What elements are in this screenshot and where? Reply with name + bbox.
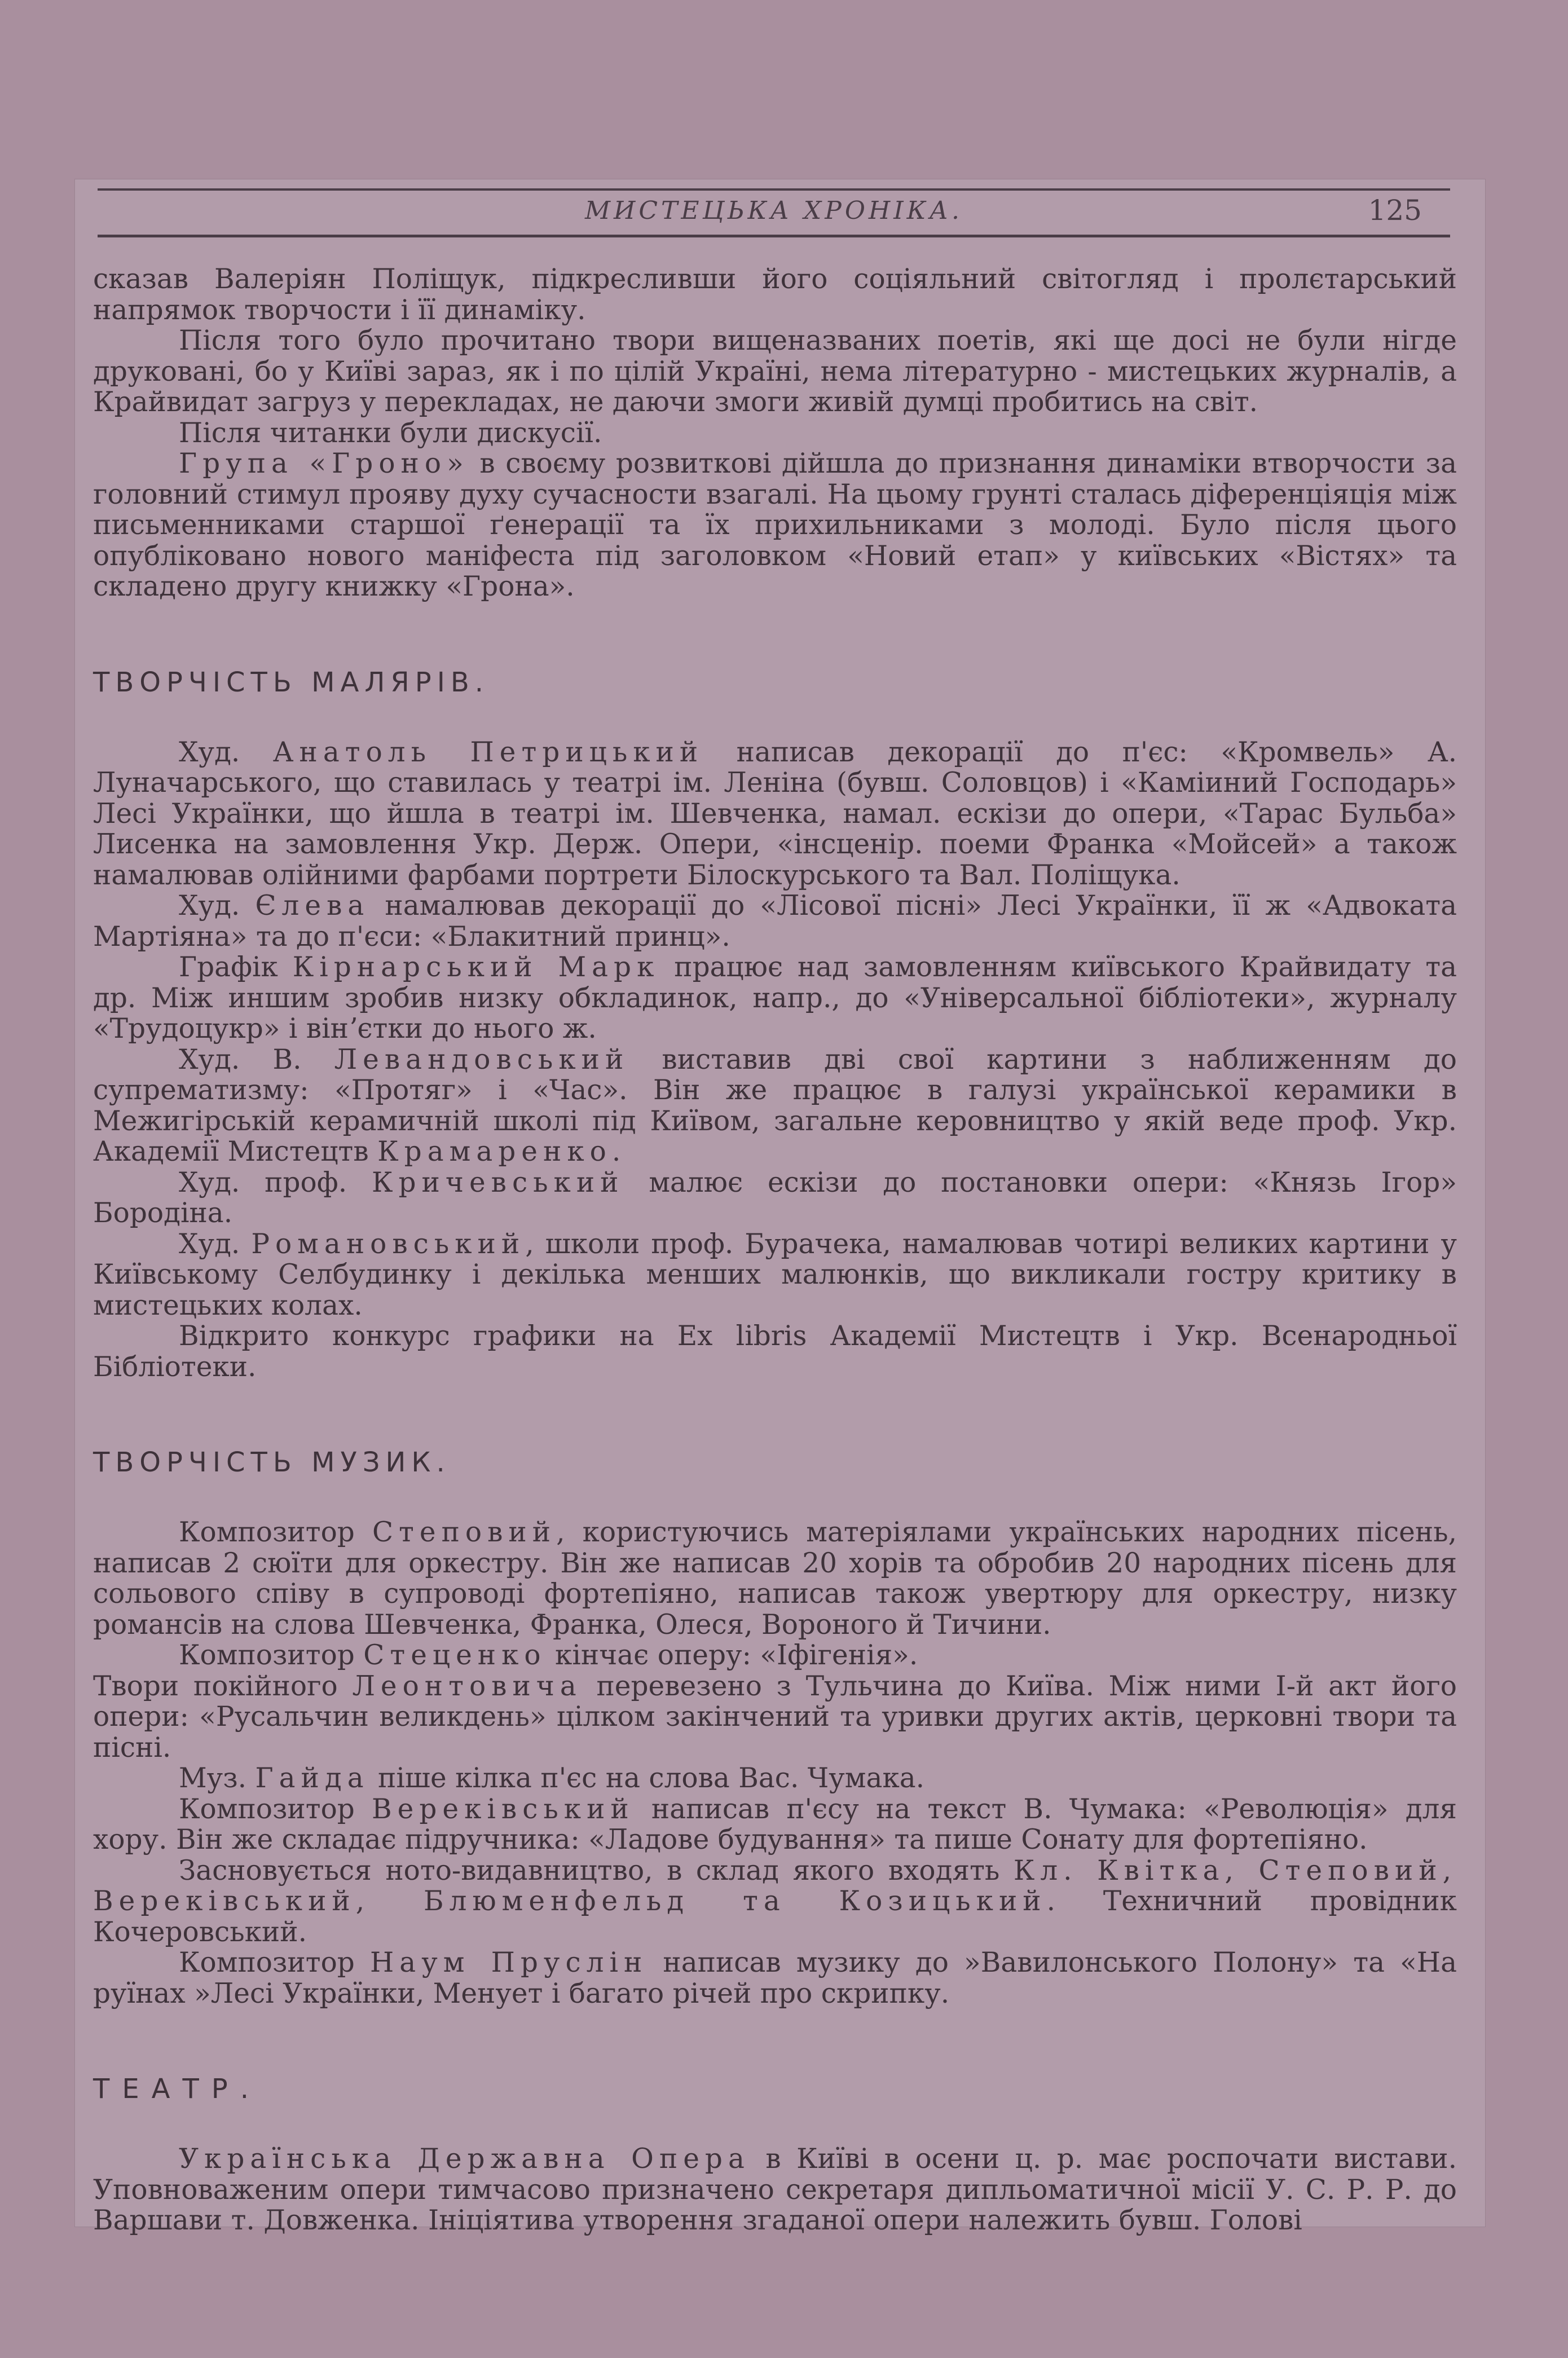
spaced-name: Група «Гроно» — [179, 448, 469, 479]
paragraph-text: , користуючись матеріялами українських народних пісень, написав 2 сюїти для оркестру. Він же написав 20 хорів та обробив 20 народних пісень для сольового співу в супроводі фортепіяно, написав також увертюру для оркестру, низку романсів на слова Шевченка, Франка, Олеся, Вороного й Тичини. — [93, 1517, 1457, 1641]
paragraph-text: Худ. В. — [179, 1043, 334, 1076]
paragraph — [93, 1321, 1457, 1382]
paragraph-text: кінчає оперу: «Іфігенія». — [546, 1639, 918, 1671]
paragraph-text: Після читанки були дискусії. — [179, 417, 602, 449]
paragraph-text: Твори покійного — [93, 1670, 353, 1702]
paragraph-text: виставив дві свої картини з наближенням до супрематизму: «Протяг» і «Час». Він же працює в галузі української керамики в Межигірській керамичній школі під Київом, загальне керовництво у якій веде проф. Укр. Академії Мистецтв — [93, 1043, 1457, 1167]
paragraph-text: Графік — [179, 951, 293, 983]
spaced-name: Леонтовича — [352, 1670, 582, 1702]
header-bottom-rule — [98, 235, 1450, 237]
paragraph — [93, 737, 1457, 891]
paragraph — [93, 325, 1457, 418]
paragraph-text: Худ. — [179, 890, 256, 922]
paragraph-text: сказав Валеріян Поліщук, підкресливши його соціяльний світогляд і пролєтарський напрямок творчости і її динаміку. — [93, 263, 1457, 326]
paragraph-text: Після того було прочитано твори вищеназваних поетів, які ще досі не були нігде друковані, бо у Київі зараз, як і по цілій Україні, нема літературно - мистецьких журналів, а Крайвидат загруз у перекладах, не даючи змоги живій думці пробитись на світ. — [93, 325, 1457, 418]
paragraph-text: Композитор — [179, 1793, 372, 1825]
paragraph — [93, 1229, 1457, 1321]
paragraph-text: піше кілка п'єс на слова Вас. Чумака. — [369, 1762, 925, 1794]
spaced-name: Левандовський — [334, 1043, 629, 1076]
paragraph — [93, 264, 1457, 325]
paragraph-text: малює ескізи до постановки опери: «Князь Ігор» Бородіна. — [93, 1166, 1457, 1229]
paragraph — [93, 1671, 1457, 1764]
paragraph-text: написав музику до »Вавилонського Полону» та «На руїнах »Лесі Українки, Менует і багато річей про скрипку. — [93, 1947, 1457, 2009]
paragraph-text: написав п'єсу на текст В. Чумака: «Революція» для хору. Він же складає підручника: «Ладове будування» та пише Сонату для фортепіяно. — [93, 1793, 1457, 1855]
spaced-name: Гайда — [255, 1762, 369, 1794]
paragraph-text: в Київі в осени ц. р. має роспочати вистави. Уповноваженим опери тимчасово призначено секретаря дипльоматичної місії У. С. Р. Р. до Варшави т. Довженка. Ініціятива утворення згаданої опери належить бувш. Голові — [93, 2143, 1457, 2236]
paragraph-text: в своєму розвиткові дійшла до признання динаміки втворчости за головний стимул прояву духу сучасности взагалі. На цьому грунті сталась діференціяція між письменниками старшої ґенерації та їх прихильниками з молоді. Було після цього опубліковано нового маніфеста під заголовком «Новий етап» у київських «Вістях» та складено другу книжку «Грона». — [93, 448, 1457, 602]
paragraph — [93, 952, 1457, 1044]
spaced-name: Крамаренко — [377, 1136, 612, 1167]
section-heading-music: ТВОРЧІСТЬ МУЗИК. — [93, 1447, 451, 1478]
paragraph — [93, 418, 1457, 449]
spaced-name: Анатоль Петрицький — [272, 736, 704, 768]
paragraph-text: Худ. — [179, 736, 273, 768]
section-heading-theatre: ТЕАТР. — [93, 2073, 262, 2105]
section-heading-painters: ТВОРЧІСТЬ МАЛЯРІВ. — [93, 666, 490, 698]
spaced-name: Наум Пруслін — [369, 1947, 648, 1978]
paragraph — [93, 1517, 1457, 1640]
paragraph-text: Засновується ното-видавництво, в склад якого входять — [179, 1854, 1014, 1887]
paragraph-text: Композитор — [179, 1517, 372, 1548]
paragraph-text: Відкрито конкурс графики на Ex libris Академії Мистецтв і Укр. Всенародньої Бібліотеки. — [93, 1320, 1457, 1383]
paragraph-text: Композитор — [179, 1639, 364, 1671]
spaced-name: Кричевський — [371, 1166, 624, 1198]
paragraph-text: написав декорації до п'єс: «Кромвель» А. Луначарського, що ставилась у театрі ім. Леніна (бувш. Соловцов) і «Каміиний Господарь» Лесі Українки, що йшла в театрі ім. Шевченка, намал. ескізи до опери, «Тарас Бульба» Лисенка на замовлення Укр. Держ. Опери, «інсценір. поеми Франка «Мойсей» а також намалював олійними фарбами портрети Білоскурського та Вал. Поліщука. — [93, 736, 1457, 891]
running-title: МИСТЕЦЬКА ХРОНІКА. — [584, 196, 963, 225]
paragraph — [93, 1763, 1457, 1794]
page-header — [98, 185, 1450, 230]
spaced-name: Кл. Квітка, Степовий, Вереківський, Блюменфельд та Козицький — [93, 1854, 1457, 1917]
paragraph — [93, 1855, 1457, 1948]
paragraph — [93, 891, 1457, 952]
paragraph-text: працює над замовленням київського Крайвидату та др. Між иншим зробив низку обкладинок, напр., до «Універсальної бібліотеки», журналу «Трудоцукр» і вінʼєтки до нього ж. — [93, 951, 1457, 1044]
spaced-name: Українська Державна Опера — [179, 2143, 750, 2175]
paragraph-text: намалював декорації до «Лісової пісні» Лесі Українки, її ж «Адвоката Мартіяна» та до п'єси: «Блакитний принц». — [93, 890, 1457, 953]
spaced-name: Єлева — [255, 890, 370, 922]
spaced-name: Кірнарський Марк — [292, 951, 660, 983]
paragraph — [93, 448, 1457, 602]
spaced-name: Романовський — [251, 1228, 526, 1260]
paragraph-text: , школи проф. Бурачека, намалював чотирі великих картини у Київському Селбудинку і декілька менших малюнків, що викликали гостру критику в мистецьких колах. — [93, 1228, 1457, 1321]
header-top-rule — [98, 188, 1450, 191]
paragraph — [93, 1640, 1457, 1671]
paragraph — [93, 1947, 1457, 2009]
spaced-name: Вереківський — [372, 1793, 635, 1825]
book-page — [75, 179, 1485, 2236]
paragraph-text: перевезено з Тульчина до Київа. Між ними І-й акт його опери: «Русальчин великдень» цілком закінчений та уривки других актів, церковні твори та пісні. — [93, 1670, 1457, 1764]
page-number: 125 — [1368, 194, 1422, 227]
paragraph-text: . — [611, 1136, 621, 1167]
paragraph-text: Муз. — [179, 1762, 256, 1794]
paragraph-text: Композитор — [179, 1947, 370, 1978]
paragraph-text: . Техничний провідник Кочеровський. — [93, 1885, 1457, 1948]
spaced-name: Стеценко — [363, 1639, 547, 1671]
paragraph — [93, 2144, 1457, 2236]
paragraph-text: Худ. — [179, 1228, 252, 1260]
paragraph — [93, 1167, 1457, 1229]
paragraph — [93, 1794, 1457, 1855]
paragraph — [93, 1044, 1457, 1167]
paragraph-text: Худ. проф. — [179, 1166, 372, 1198]
spaced-name: Степовий — [372, 1517, 557, 1548]
page-body — [93, 264, 1457, 2236]
